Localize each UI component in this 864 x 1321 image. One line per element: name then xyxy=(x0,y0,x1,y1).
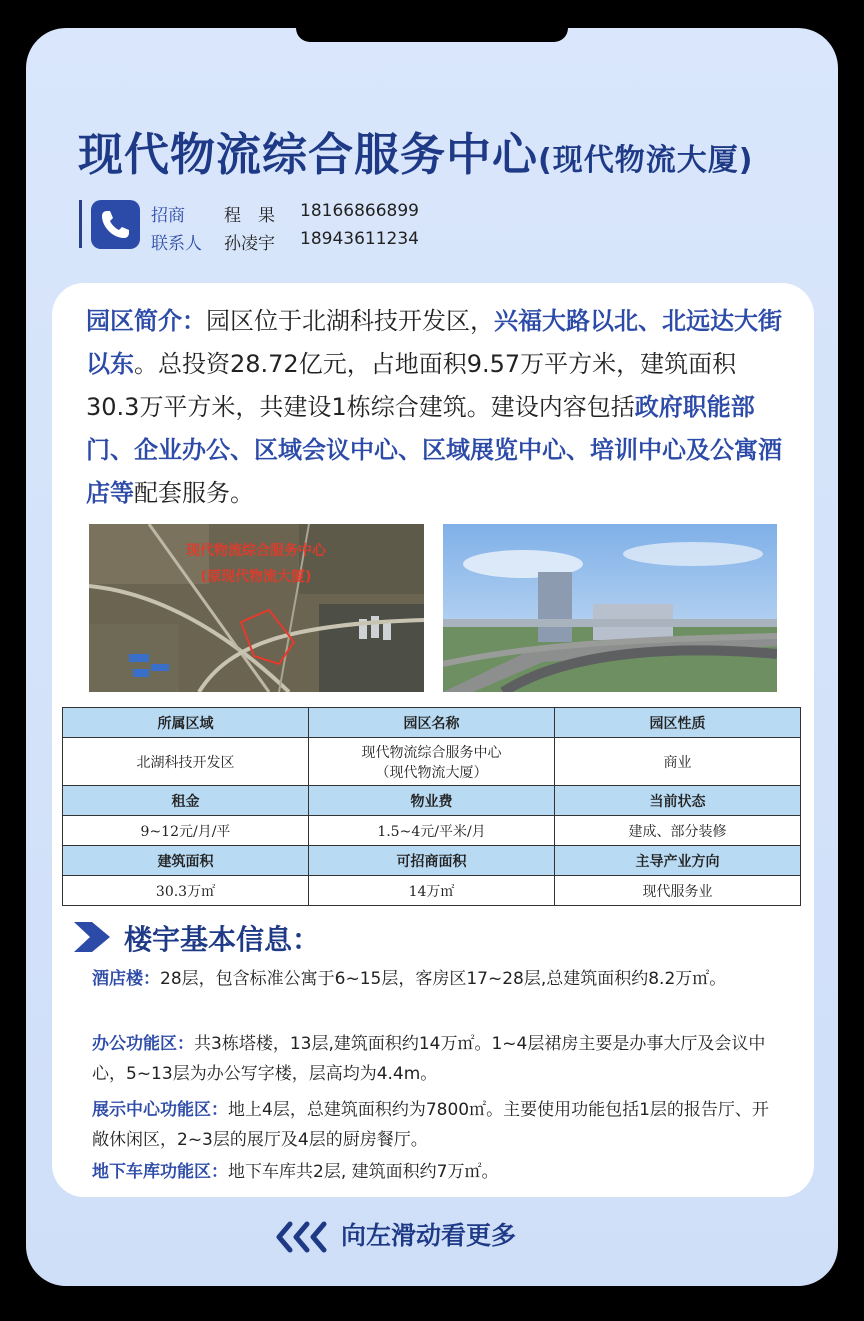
contact-phone[interactable]: 18943611234 xyxy=(300,229,419,249)
building-info-item: 地下车库功能区：地下车库共2层, 建筑面积约7万㎡。 xyxy=(92,1162,499,1182)
building-photo xyxy=(443,524,777,692)
map-label: 现代物流综合服务中心 xyxy=(186,543,326,559)
section-title: 楼宇基本信息： xyxy=(124,923,321,956)
table-cell: 14万㎡ xyxy=(309,876,555,906)
table-header: 租金 xyxy=(63,786,309,816)
table-cell: 建成、部分装修 xyxy=(555,816,801,846)
table-cell: 1.5~4元/平米/月 xyxy=(309,816,555,846)
chevrons-left-icon xyxy=(276,1221,332,1257)
building-info-item: 酒店楼：28层，包含标准公寓于6~15层，客房区17~28层,总建筑面积约8.2万㎡。 xyxy=(92,969,727,989)
building-info-item: 办公功能区：共3栋塔楼，13层,建筑面积约14万㎡。1~4层裙房主要是办事大厅及会议中心，5~13层为办公写字楼，层高均为4.4m。 xyxy=(92,1034,766,1084)
table-header: 主导产业方向 xyxy=(555,846,801,876)
intro-label: 园区简介： xyxy=(86,307,206,335)
park-intro: 园区简介：园区位于北湖科技开发区，兴福大路以北、北远达大街以东。总投资28.72亿元，占地面积9.57万平方米，建筑面积30.3万平方米，共建设1栋综合建筑。建设内容包括政府职能部门、企业办公、区域会议中心、区域展览中心、培训中心及公寓酒店等配套服务。 xyxy=(86,307,782,507)
table-header: 物业费 xyxy=(309,786,555,816)
table-header: 建筑面积 xyxy=(63,846,309,876)
contact-name: 孙凌宇 xyxy=(224,234,275,254)
table-header: 所属区域 xyxy=(63,708,309,738)
park-info-table xyxy=(62,707,801,906)
table-cell: 北湖科技开发区 xyxy=(63,738,309,786)
building-info-item: 展示中心功能区：地上4层，总建筑面积约为7800㎡。主要使用功能包括1层的报告厅、开敞休闲区，2~3层的展厅及4层的厨房餐厅。 xyxy=(92,1100,769,1150)
contact-label-person: 联系人 xyxy=(151,234,202,254)
card-notch xyxy=(296,28,568,42)
table-cell: 商业 xyxy=(555,738,801,786)
table-cell: 现代服务业 xyxy=(555,876,801,906)
phone-icon xyxy=(91,200,140,249)
table-cell: 现代物流综合服务中心 （现代物流大厦） xyxy=(309,738,555,786)
table-header: 园区名称 xyxy=(309,708,555,738)
contact-label-recruit: 招商 xyxy=(151,206,185,226)
table-cell: 9~12元/月/平 xyxy=(63,816,309,846)
map-label: (原现代物流大厦) xyxy=(200,569,312,585)
swipe-hint[interactable]: 向左滑动看更多 xyxy=(341,1221,517,1250)
table-header: 可招商面积 xyxy=(309,846,555,876)
table-header: 园区性质 xyxy=(555,708,801,738)
page-title: 现代物流综合服务中心(现代物流大厦) xyxy=(78,128,754,181)
contact-name: 程 果 xyxy=(224,206,275,226)
chevron-right-icon xyxy=(74,922,112,956)
contact-divider xyxy=(79,200,82,248)
table-cell: 30.3万㎡ xyxy=(63,876,309,906)
table-header: 当前状态 xyxy=(555,786,801,816)
page-subtitle: (现代物流大厦) xyxy=(538,143,754,178)
aerial-map-image xyxy=(89,524,424,692)
contact-phone[interactable]: 18166866899 xyxy=(300,201,419,221)
